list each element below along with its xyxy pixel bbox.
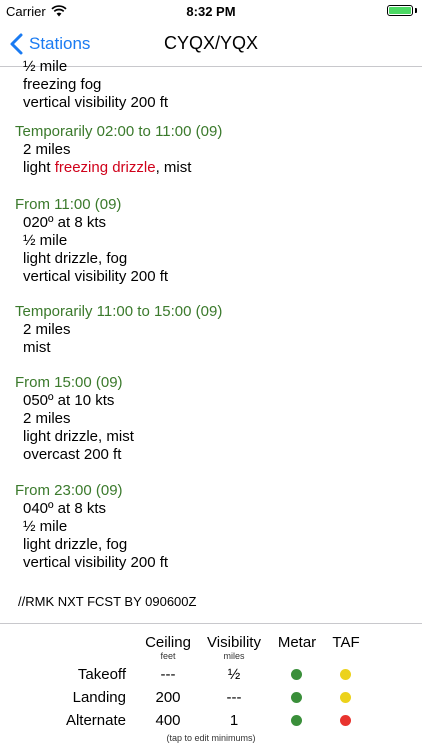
page-title: CYQX/YQX: [163, 33, 259, 53]
battery-cap: [415, 8, 417, 13]
forecast-period-header: Temporarily 11:00 to 15:00 (09): [15, 303, 223, 320]
forecast-section: [15, 482, 168, 572]
forecast-line: 020º at 8 kts: [23, 214, 107, 231]
landing-label: Landing: [72, 689, 126, 706]
metar-header: Metar: [277, 634, 317, 651]
forecast-section: [15, 303, 222, 357]
visibility-unit: miles: [223, 651, 245, 661]
forecast-line: 2 miles: [23, 321, 71, 338]
takeoff-label: Takeoff: [77, 666, 126, 683]
visibility-header: [199, 634, 269, 661]
back-button-label: Stations: [29, 34, 91, 53]
ceiling-unit: feet: [160, 651, 176, 661]
weather-text: , mist: [155, 159, 192, 176]
forecast-period-header: Temporarily 02:00 to 11:00 (09): [15, 123, 223, 140]
landing-visibility[interactable]: ---: [226, 689, 242, 706]
takeoff-visibility[interactable]: ½: [227, 666, 241, 683]
forecast-line: light drizzle, fog: [23, 250, 128, 267]
takeoff-taf-status-dot: [340, 669, 351, 680]
battery-icon: [387, 5, 413, 16]
ceiling-header: [138, 634, 198, 661]
alternate-ceiling[interactable]: 400: [155, 712, 181, 729]
minimums-panel[interactable]: [0, 623, 422, 751]
forecast-line: ½ mile: [23, 58, 68, 75]
weather-text: light: [23, 159, 55, 176]
forecast-section: [15, 196, 168, 286]
forecast-weather-line: [15, 159, 222, 177]
forecast-period-header: From 23:00 (09): [15, 482, 123, 499]
forecast-line: ½ mile: [23, 518, 68, 535]
ceiling-header-label: Ceiling: [145, 634, 191, 651]
carrier-label: Carrier: [6, 4, 46, 19]
forecast-line: overcast 200 ft: [23, 446, 122, 463]
taf-header: TAF: [332, 634, 360, 651]
forecast-line: vertical visibility 200 ft: [23, 94, 169, 111]
forecast-line: 040º at 8 kts: [23, 500, 107, 517]
forecast-line: 2 miles: [23, 410, 71, 427]
forecast-section: [15, 123, 222, 177]
edit-minimums-hint[interactable]: (tap to edit minimums): [166, 733, 256, 743]
landing-taf-status-dot: [340, 692, 351, 703]
forecast-remark: //RMK NXT FCST BY 090600Z: [18, 594, 197, 609]
landing-ceiling[interactable]: 200: [155, 689, 181, 706]
forecast-line: freezing fog: [23, 76, 102, 93]
alternate-taf-status-dot: [340, 715, 351, 726]
landing-metar-status-dot: [291, 692, 302, 703]
forecast-scroll-view[interactable]: [0, 58, 422, 622]
forecast-line: light drizzle, fog: [23, 536, 128, 553]
forecast-line: light drizzle, mist: [23, 428, 134, 445]
forecast-period-header: From 15:00 (09): [15, 374, 123, 391]
forecast-section-partial: [15, 58, 168, 112]
clock: 8:32 PM: [186, 4, 236, 19]
forecast-period-header: From 11:00 (09): [15, 196, 122, 213]
forecast-line: vertical visibility 200 ft: [23, 554, 169, 571]
alternate-metar-status-dot: [291, 715, 302, 726]
status-bar: [0, 0, 422, 22]
forecast-line: mist: [23, 339, 51, 356]
forecast-section: [15, 374, 134, 464]
takeoff-ceiling[interactable]: ---: [160, 666, 176, 683]
takeoff-metar-status-dot: [291, 669, 302, 680]
forecast-line: vertical visibility 200 ft: [23, 268, 169, 285]
forecast-line: 050º at 10 kts: [23, 392, 115, 409]
visibility-header-label: Visibility: [207, 634, 261, 651]
alternate-visibility[interactable]: 1: [229, 712, 239, 729]
weather-highlight: freezing drizzle: [54, 159, 156, 176]
alternate-label: Alternate: [65, 712, 126, 729]
forecast-line: ½ mile: [23, 232, 68, 249]
forecast-line: 2 miles: [23, 141, 71, 158]
